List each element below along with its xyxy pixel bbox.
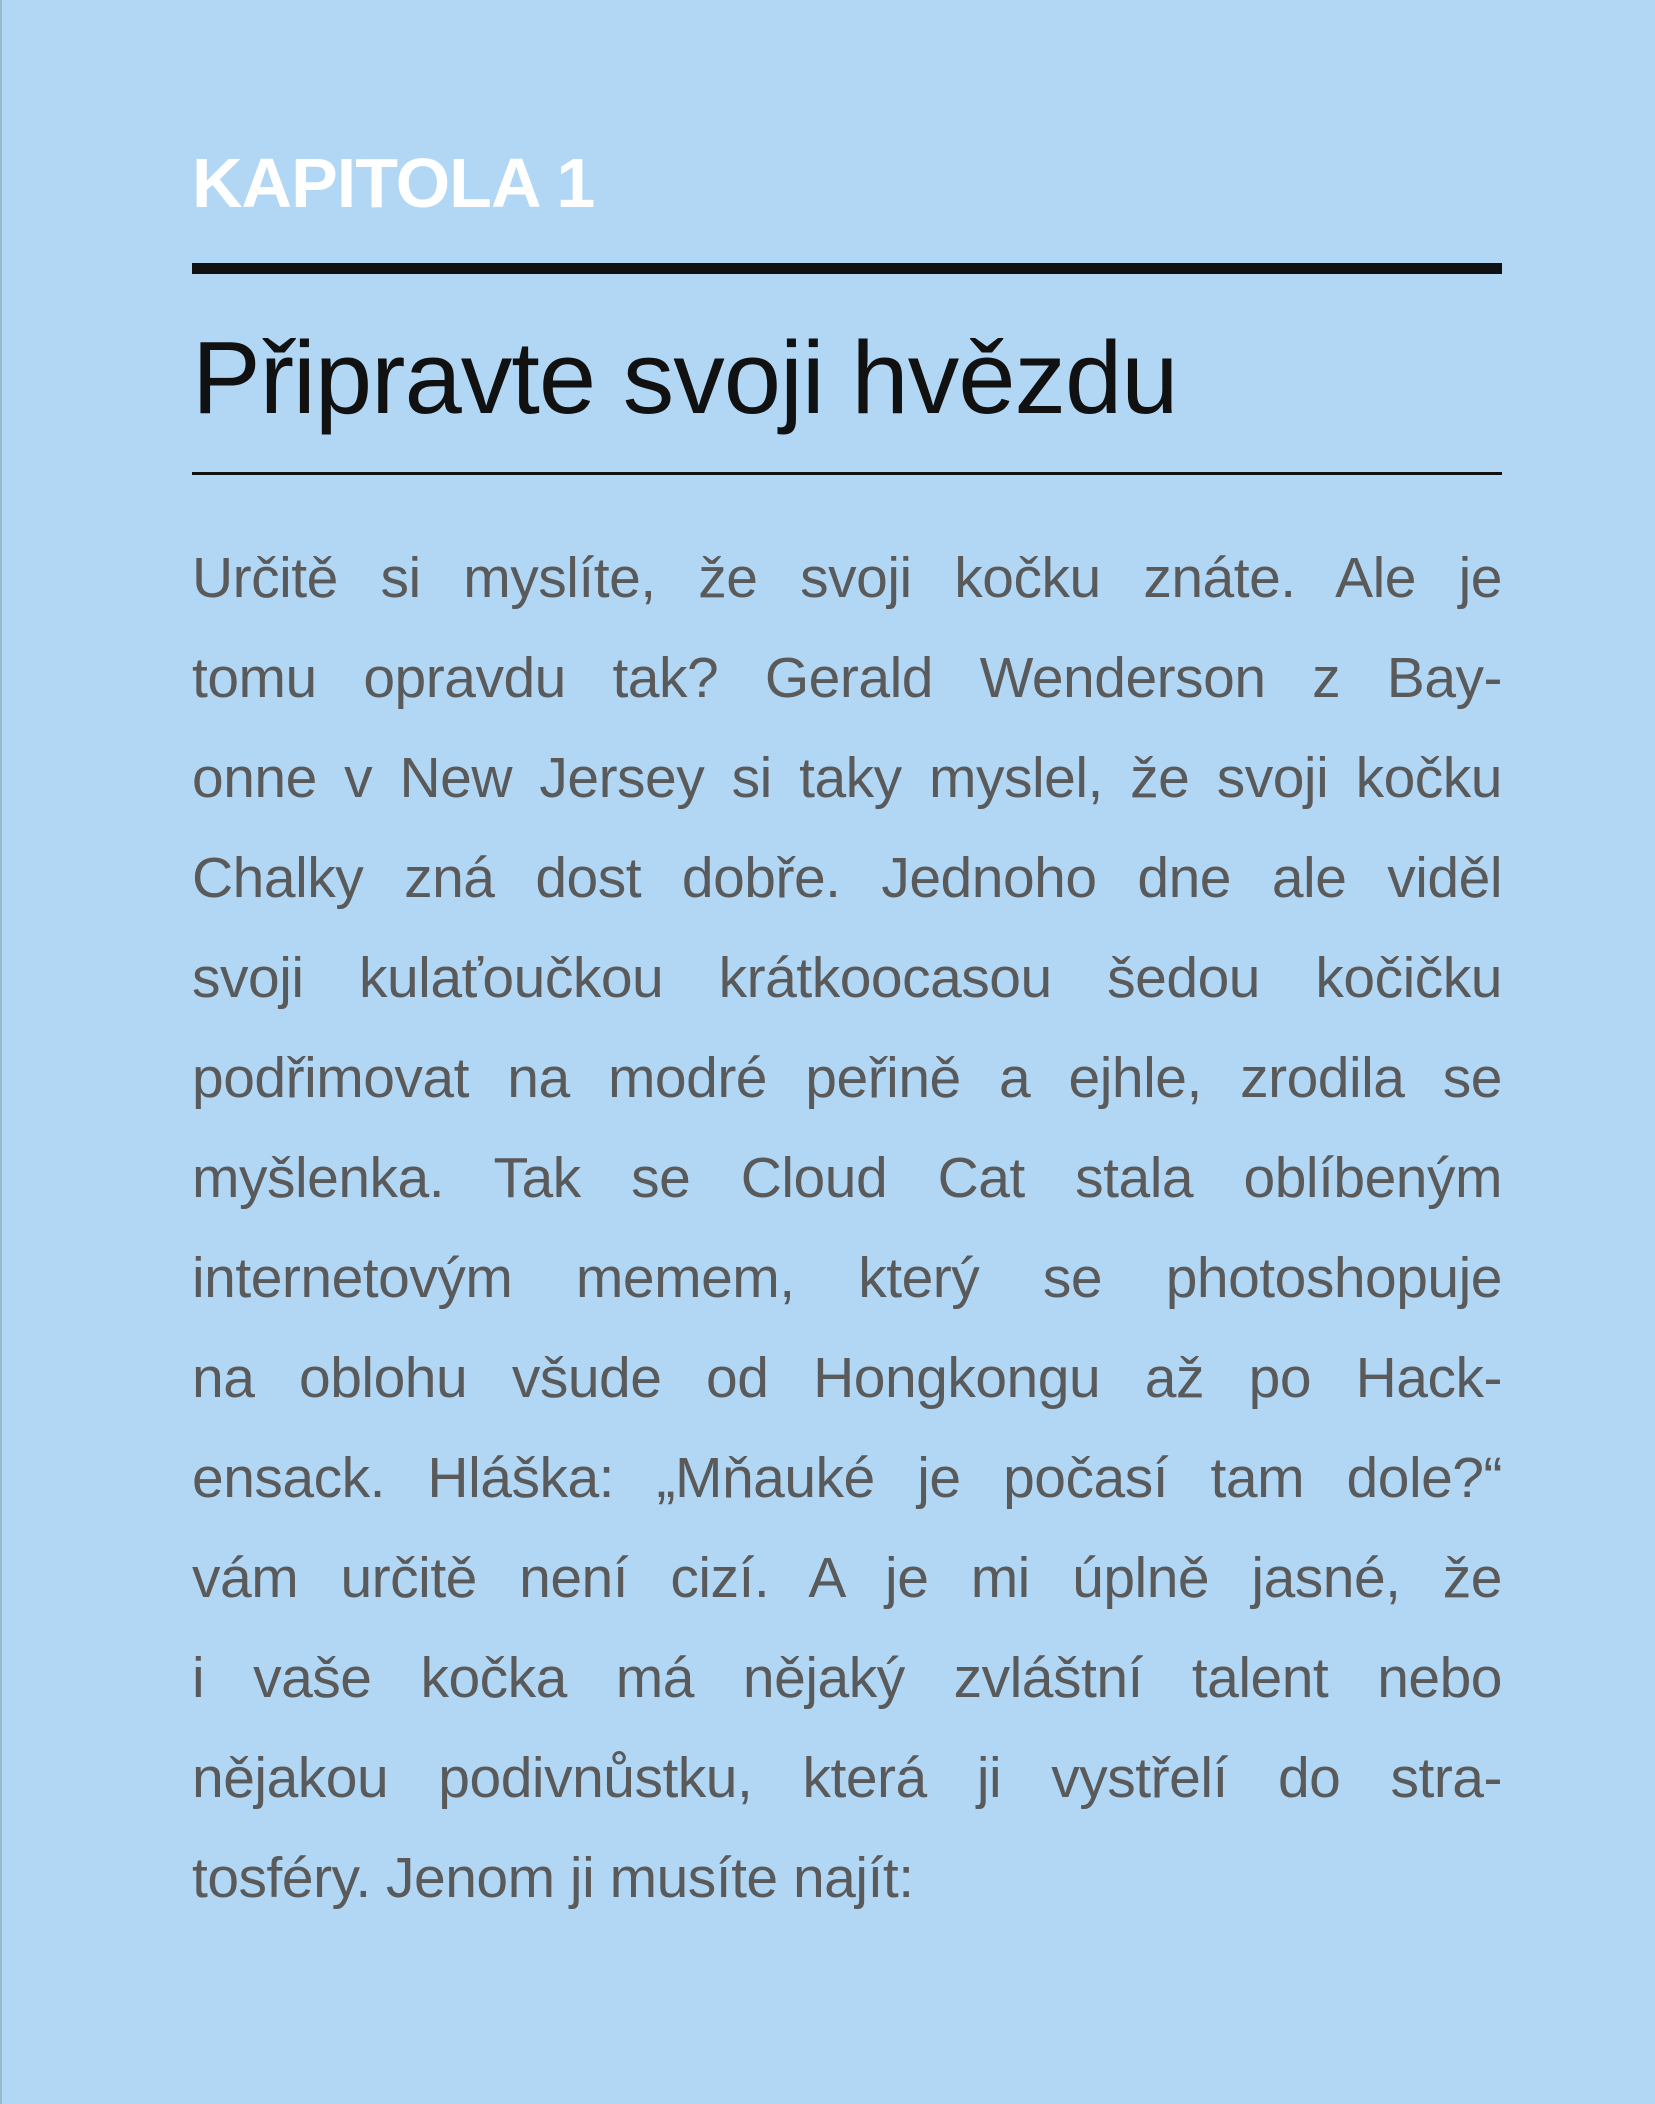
body-line: tomu opravdu tak? Gerald Wenderson z Bay-	[192, 646, 1502, 710]
body-line: onne v New Jersey si taky myslel, že svoji kočku	[192, 746, 1502, 810]
thin-divider	[192, 472, 1502, 475]
body-line: Chalky zná dost dobře. Jednoho dne ale viděl	[192, 846, 1502, 910]
body-line: na oblohu všude od Hongkongu až po Hack-	[192, 1346, 1502, 1410]
body-line: ensack. Hláška: „Mňauké je počasí tam dole?“	[192, 1446, 1502, 1510]
body-line: svoji kulaťoučkou krátkoocasou šedou kočičku	[192, 946, 1502, 1010]
body-line: tosféry. Jenom ji musíte najít:	[192, 1846, 914, 1910]
body-line: myšlenka. Tak se Cloud Cat stala oblíbeným	[192, 1146, 1502, 1210]
body-line: i vaše kočka má nějaký zvláštní talent nebo	[192, 1646, 1502, 1710]
body-paragraph	[192, 528, 1502, 1928]
body-line: podřimovat na modré peřině a ejhle, zrodila se	[192, 1046, 1502, 1110]
thick-divider	[192, 263, 1502, 274]
body-line: internetovým memem, který se photoshopuje	[192, 1246, 1502, 1310]
chapter-label: KAPITOLA 1	[192, 144, 595, 222]
body-line: nějakou podivnůstku, která ji vystřelí do stra-	[192, 1746, 1502, 1810]
chapter-title: Připravte svoji hvězdu	[192, 320, 1178, 435]
body-line: Určitě si myslíte, že svoji kočku znáte. Ale je	[192, 546, 1502, 610]
page-edge	[0, 0, 2, 2104]
body-line: vám určitě není cizí. A je mi úplně jasné, že	[192, 1546, 1502, 1610]
